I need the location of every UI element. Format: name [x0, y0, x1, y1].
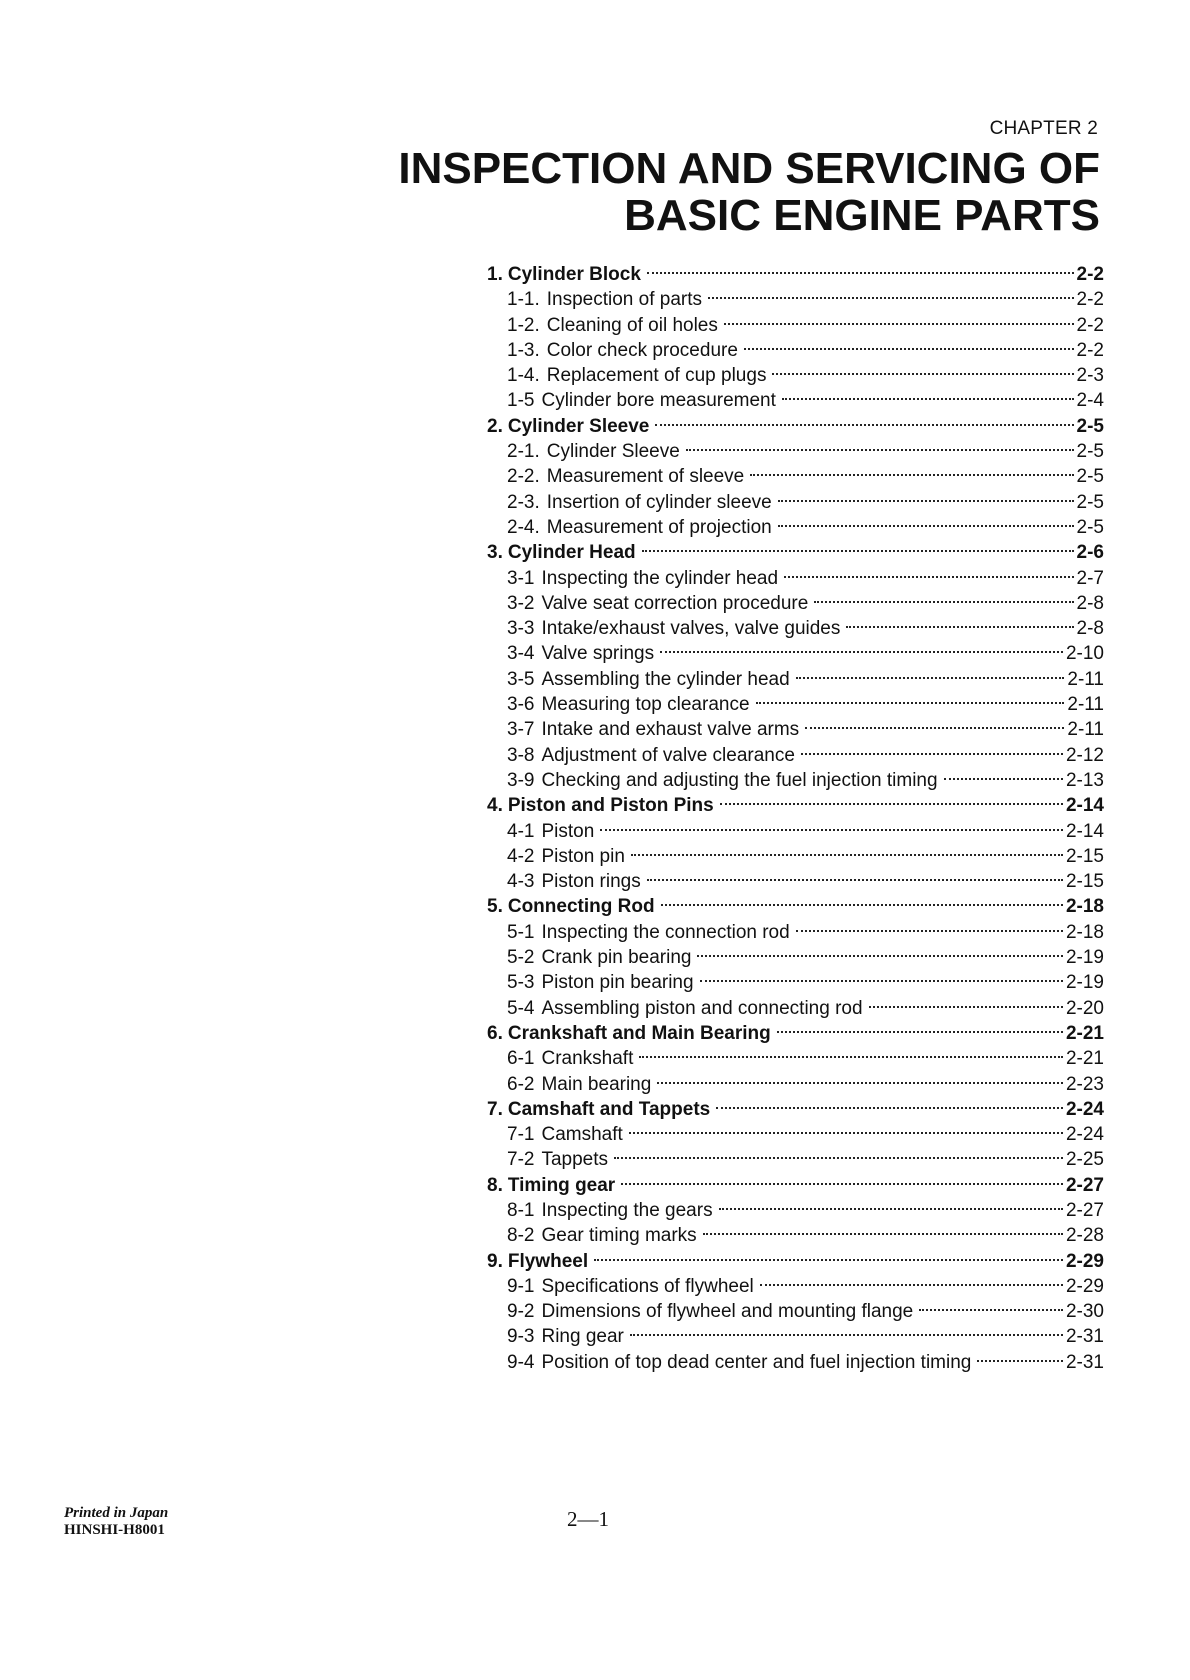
- toc-subsection-entry[interactable]: [487, 490, 1104, 515]
- toc-subsection-entry[interactable]: [487, 844, 1104, 869]
- toc-page-reference: 2-6: [1076, 542, 1104, 564]
- toc-subsection-entry[interactable]: [487, 464, 1104, 489]
- toc-dot-leader: [760, 1284, 1063, 1286]
- toc-dot-leader: [657, 1082, 1063, 1084]
- toc-entry-title: Specifications of flywheel: [541, 1275, 754, 1297]
- toc-page-reference: 2-4: [1076, 390, 1104, 412]
- toc-page-reference: 2-5: [1076, 441, 1104, 463]
- toc-subsection-entry[interactable]: [487, 616, 1104, 641]
- toc-subsection-entry[interactable]: [487, 768, 1104, 793]
- printed-in-label: Printed in Japan: [64, 1505, 169, 1521]
- toc-dot-leader: [846, 626, 1073, 628]
- toc-entry-number: 6-2: [507, 1073, 535, 1095]
- toc-entry-number: 4.: [487, 795, 503, 817]
- toc-subsection-entry[interactable]: [487, 313, 1104, 338]
- toc-entry-title: Replacement of cup plugs: [546, 365, 767, 387]
- toc-dot-leader: [777, 1031, 1063, 1033]
- toc-page-reference: 2-11: [1067, 719, 1104, 741]
- toc-dot-leader: [977, 1360, 1063, 1362]
- toc-entry-title: Piston rings: [541, 871, 641, 893]
- toc-dot-leader: [720, 803, 1063, 805]
- toc-page-reference: 2-13: [1065, 769, 1104, 791]
- toc-dot-leader: [600, 829, 1063, 831]
- toc-page-reference: 2-20: [1065, 997, 1104, 1019]
- toc-subsection-entry[interactable]: [487, 869, 1104, 894]
- toc-dot-leader: [719, 1208, 1063, 1210]
- toc-dot-leader: [697, 955, 1063, 957]
- table-of-contents: [487, 262, 1104, 1375]
- toc-entry-title: Main bearing: [541, 1073, 652, 1095]
- toc-subsection-entry[interactable]: [487, 1350, 1104, 1375]
- toc-page-reference: 2-2: [1076, 314, 1104, 336]
- toc-page-reference: 2-27: [1065, 1174, 1104, 1196]
- toc-entry-number: 2-1.: [507, 441, 540, 463]
- toc-page-reference: 2-5: [1076, 516, 1104, 538]
- toc-entry-number: 5-1: [507, 921, 535, 943]
- toc-page-reference: 2-25: [1065, 1149, 1104, 1171]
- toc-page-reference: 2-31: [1065, 1326, 1104, 1348]
- toc-page-reference: 2-18: [1065, 921, 1104, 943]
- toc-page-reference: 2-15: [1065, 871, 1104, 893]
- toc-entry-number: 3-4: [507, 643, 535, 665]
- toc-dot-leader: [724, 323, 1074, 325]
- toc-entry-number: 2-4.: [507, 516, 540, 538]
- toc-entry-title: Piston and Piston Pins: [507, 795, 714, 817]
- toc-subsection-entry[interactable]: [487, 996, 1104, 1021]
- toc-entry-number: 9-2: [507, 1301, 535, 1323]
- toc-dot-leader: [639, 1056, 1063, 1058]
- toc-page-reference: 2-14: [1065, 820, 1104, 842]
- toc-subsection-entry[interactable]: [487, 1122, 1104, 1147]
- toc-subsection-entry[interactable]: [487, 1147, 1104, 1172]
- toc-entry-title: Position of top dead center and fuel injection timing: [541, 1351, 972, 1373]
- toc-entry-title: Tappets: [541, 1149, 609, 1171]
- toc-entry-number: 3-1: [507, 567, 535, 589]
- toc-subsection-entry[interactable]: [487, 1072, 1104, 1097]
- toc-page-reference: 2-19: [1065, 947, 1104, 969]
- toc-entry-number: 7-2: [507, 1149, 535, 1171]
- toc-subsection-entry[interactable]: [487, 363, 1104, 388]
- toc-entry-title: Intake and exhaust valve arms: [541, 719, 800, 741]
- toc-subsection-entry[interactable]: [487, 819, 1104, 844]
- toc-entry-number: 1.: [487, 264, 503, 285]
- toc-subsection-entry[interactable]: [487, 338, 1104, 363]
- toc-entry-title: Piston: [541, 820, 595, 842]
- toc-entry-title: Cylinder Sleeve: [507, 415, 650, 437]
- toc-entry-title: Gear timing marks: [541, 1225, 697, 1247]
- toc-entry-title: Cylinder Block: [507, 264, 641, 285]
- toc-entry-title: Inspection of parts: [546, 289, 703, 311]
- toc-entry-number: 3-3: [507, 618, 535, 640]
- toc-dot-leader: [642, 550, 1074, 552]
- toc-page-reference: 2-12: [1065, 744, 1104, 766]
- toc-entry-number: 3-2: [507, 592, 535, 614]
- toc-subsection-entry[interactable]: [487, 692, 1104, 717]
- toc-entry-title: Connecting Rod: [507, 896, 655, 918]
- toc-subsection-entry[interactable]: [487, 717, 1104, 742]
- toc-entry-title: Inspecting the cylinder head: [541, 567, 779, 589]
- toc-subsection-entry[interactable]: [487, 566, 1104, 591]
- toc-dot-leader: [629, 1132, 1063, 1134]
- toc-entry-title: Cylinder Sleeve: [546, 441, 680, 463]
- toc-section-entry[interactable]: [487, 540, 1104, 565]
- toc-dot-leader: [614, 1157, 1063, 1159]
- toc-page-reference: 2-14: [1065, 795, 1104, 817]
- toc-dot-leader: [801, 753, 1063, 755]
- toc-entry-number: 9-3: [507, 1326, 535, 1348]
- page-number: 2—1: [567, 1507, 609, 1531]
- toc-dot-leader: [756, 702, 1065, 704]
- toc-entry-title: Measuring top clearance: [541, 694, 750, 716]
- toc-section-entry[interactable]: [487, 1173, 1104, 1198]
- toc-entry-title: Flywheel: [507, 1250, 589, 1272]
- toc-entry-title: Inspecting the gears: [541, 1199, 713, 1221]
- toc-page-reference: 2-8: [1076, 592, 1104, 614]
- toc-entry-title: Measurement of sleeve: [546, 466, 745, 488]
- toc-page-reference: 2-29: [1065, 1275, 1104, 1297]
- toc-dot-leader: [661, 904, 1063, 906]
- toc-entry-number: 4-1: [507, 820, 535, 842]
- toc-page-reference: 2-2: [1076, 264, 1104, 285]
- toc-dot-leader: [869, 1006, 1063, 1008]
- toc-subsection-entry[interactable]: [487, 439, 1104, 464]
- toc-dot-leader: [594, 1259, 1063, 1261]
- toc-entry-title: Checking and adjusting the fuel injection timing: [541, 769, 938, 791]
- toc-dot-leader: [655, 424, 1073, 426]
- toc-entry-title: Camshaft: [541, 1124, 623, 1146]
- toc-dot-leader: [944, 778, 1063, 780]
- toc-entry-title: Dimensions of flywheel and mounting flange: [541, 1301, 914, 1323]
- toc-dot-leader: [814, 601, 1073, 603]
- toc-entry-title: Insertion of cylinder sleeve: [546, 491, 772, 513]
- toc-dot-leader: [744, 348, 1074, 350]
- toc-entry-title: Camshaft and Tappets: [507, 1098, 711, 1120]
- toc-page-reference: 2-18: [1065, 896, 1104, 918]
- toc-dot-leader: [686, 449, 1074, 451]
- toc-entry-number: 1-1.: [507, 289, 540, 311]
- toc-entry-title: Measurement of projection: [546, 516, 772, 538]
- toc-dot-leader: [796, 930, 1063, 932]
- toc-entry-number: 2-2.: [507, 466, 540, 488]
- toc-subsection-entry[interactable]: [487, 1198, 1104, 1223]
- toc-subsection-entry[interactable]: [487, 287, 1104, 312]
- toc-entry-number: 1-3.: [507, 339, 540, 361]
- toc-page-reference: 2-8: [1076, 618, 1104, 640]
- toc-dot-leader: [631, 854, 1063, 856]
- toc-dot-leader: [778, 525, 1074, 527]
- toc-entry-title: Cleaning of oil holes: [546, 314, 718, 336]
- toc-entry-number: 7.: [487, 1098, 503, 1120]
- toc-subsection-entry[interactable]: [487, 667, 1104, 692]
- toc-entry-number: 3.: [487, 542, 503, 564]
- toc-entry-number: 1-5: [507, 390, 535, 412]
- toc-dot-leader: [778, 500, 1074, 502]
- toc-dot-leader: [750, 474, 1073, 476]
- toc-entry-number: 9.: [487, 1250, 503, 1272]
- toc-subsection-entry[interactable]: [487, 1223, 1104, 1248]
- toc-entry-title: Adjustment of valve clearance: [541, 744, 795, 766]
- toc-subsection-entry[interactable]: [487, 515, 1104, 540]
- toc-entry-title: Cylinder bore measurement: [541, 390, 776, 412]
- toc-dot-leader: [805, 727, 1064, 729]
- toc-entry-number: 4-2: [507, 845, 535, 867]
- toc-entry-number: 5-3: [507, 972, 535, 994]
- toc-subsection-entry[interactable]: [487, 1324, 1104, 1349]
- toc-page-reference: 2-7: [1076, 567, 1104, 589]
- toc-page-reference: 2-29: [1065, 1250, 1104, 1272]
- toc-page-reference: 2-31: [1065, 1351, 1104, 1373]
- toc-page-reference: 2-19: [1065, 972, 1104, 994]
- toc-dot-leader: [621, 1183, 1063, 1185]
- toc-entry-number: 6-1: [507, 1048, 535, 1070]
- footer-imprint: [64, 1505, 168, 1539]
- toc-dot-leader: [647, 272, 1074, 274]
- toc-page-reference: 2-11: [1067, 668, 1104, 690]
- toc-section-entry[interactable]: [487, 1097, 1104, 1122]
- toc-entry-number: 2-3.: [507, 491, 540, 513]
- toc-page-reference: 2-24: [1065, 1124, 1104, 1146]
- toc-section-entry[interactable]: [487, 262, 1104, 287]
- toc-entry-title: Piston pin: [541, 845, 625, 867]
- toc-entry-title: Inspecting the connection rod: [541, 921, 790, 943]
- toc-subsection-entry[interactable]: [487, 1299, 1104, 1324]
- toc-page-reference: 2-28: [1065, 1225, 1104, 1247]
- toc-dot-leader: [919, 1309, 1063, 1311]
- toc-page-reference: 2-5: [1076, 466, 1104, 488]
- toc-section-entry[interactable]: [487, 894, 1104, 919]
- toc-subsection-entry[interactable]: [487, 945, 1104, 970]
- toc-dot-leader: [708, 297, 1074, 299]
- toc-subsection-entry[interactable]: [487, 970, 1104, 995]
- toc-dot-leader: [784, 576, 1073, 578]
- toc-page-reference: 2-15: [1065, 845, 1104, 867]
- toc-page-reference: 2-3: [1076, 365, 1104, 387]
- toc-dot-leader: [647, 879, 1063, 881]
- toc-entry-number: 8-1: [507, 1199, 535, 1221]
- toc-entry-number: 3-6: [507, 694, 535, 716]
- page-title: [280, 145, 1100, 239]
- toc-dot-leader: [716, 1107, 1063, 1109]
- toc-entry-number: 7-1: [507, 1124, 535, 1146]
- toc-page-reference: 2-27: [1065, 1199, 1104, 1221]
- toc-page-reference: 2-21: [1065, 1048, 1104, 1070]
- toc-entry-number: 3-8: [507, 744, 535, 766]
- toc-page-reference: 2-5: [1076, 415, 1104, 437]
- toc-entry-title: Cylinder Head: [507, 542, 636, 564]
- toc-dot-leader: [703, 1233, 1063, 1235]
- toc-entry-number: 5-2: [507, 947, 535, 969]
- toc-entry-number: 5.: [487, 896, 503, 918]
- toc-dot-leader: [796, 677, 1065, 679]
- toc-dot-leader: [660, 651, 1063, 653]
- document-code: HINSHI-H8001: [64, 1522, 165, 1538]
- toc-entry-title: Ring gear: [541, 1326, 624, 1348]
- chapter-label: CHAPTER 2: [989, 118, 1098, 139]
- toc-section-entry[interactable]: [487, 793, 1104, 818]
- toc-entry-title: Valve seat correction procedure: [541, 592, 809, 614]
- toc-entry-number: 3-5: [507, 668, 535, 690]
- toc-entry-title: Color check procedure: [546, 339, 738, 361]
- toc-entry-title: Intake/exhaust valves, valve guides: [541, 618, 841, 640]
- toc-page-reference: 2-24: [1065, 1098, 1104, 1120]
- toc-entry-title: Timing gear: [507, 1174, 616, 1196]
- toc-entry-number: 3-7: [507, 719, 535, 741]
- toc-section-entry[interactable]: [487, 1249, 1104, 1274]
- toc-subsection-entry[interactable]: [487, 1274, 1104, 1299]
- toc-section-entry[interactable]: [487, 1021, 1104, 1046]
- toc-entry-number: 2.: [487, 415, 503, 437]
- toc-page-reference: 2-11: [1067, 694, 1104, 716]
- toc-entry-number: 6.: [487, 1022, 503, 1044]
- toc-page-reference: 2-30: [1065, 1301, 1104, 1323]
- toc-entry-title: Valve springs: [541, 643, 655, 665]
- toc-entry-number: 1-2.: [507, 314, 540, 336]
- toc-subsection-entry[interactable]: [487, 920, 1104, 945]
- toc-section-entry[interactable]: [487, 414, 1104, 439]
- toc-dot-leader: [782, 398, 1074, 400]
- toc-entry-number: 9-4: [507, 1351, 535, 1373]
- toc-subsection-entry[interactable]: [487, 641, 1104, 666]
- toc-page-reference: 2-10: [1065, 643, 1104, 665]
- toc-entry-title: Crankshaft and Main Bearing: [507, 1022, 771, 1044]
- toc-entry-title: Assembling piston and connecting rod: [541, 997, 863, 1019]
- toc-entry-title: Piston pin bearing: [541, 972, 694, 994]
- toc-entry-number: 5-4: [507, 997, 535, 1019]
- toc-entry-number: 8.: [487, 1174, 503, 1196]
- toc-entry-number: 8-2: [507, 1225, 535, 1247]
- toc-entry-title: Assembling the cylinder head: [541, 668, 790, 690]
- toc-entry-title: Crankshaft: [541, 1048, 634, 1070]
- page-title-line-1: INSPECTION AND SERVICING OF: [398, 144, 1100, 193]
- toc-page-reference: 2-2: [1076, 289, 1104, 311]
- toc-page-reference: 2-23: [1065, 1073, 1104, 1095]
- toc-dot-leader: [630, 1334, 1063, 1336]
- toc-subsection-entry[interactable]: [487, 743, 1104, 768]
- toc-dot-leader: [772, 373, 1073, 375]
- toc-dot-leader: [700, 980, 1063, 982]
- toc-entry-title: Crank pin bearing: [541, 947, 692, 969]
- toc-page-reference: 2-21: [1065, 1022, 1104, 1044]
- toc-subsection-entry[interactable]: [487, 388, 1104, 413]
- page-title-line-2: BASIC ENGINE PARTS: [624, 191, 1100, 240]
- toc-entry-number: 1-4.: [507, 365, 540, 387]
- toc-subsection-entry[interactable]: [487, 1046, 1104, 1071]
- toc-entry-number: 4-3: [507, 871, 535, 893]
- toc-page-reference: 2-5: [1076, 491, 1104, 513]
- toc-entry-number: 3-9: [507, 769, 535, 791]
- toc-page-reference: 2-2: [1076, 339, 1104, 361]
- toc-subsection-entry[interactable]: [487, 591, 1104, 616]
- toc-entry-number: 9-1: [507, 1275, 535, 1297]
